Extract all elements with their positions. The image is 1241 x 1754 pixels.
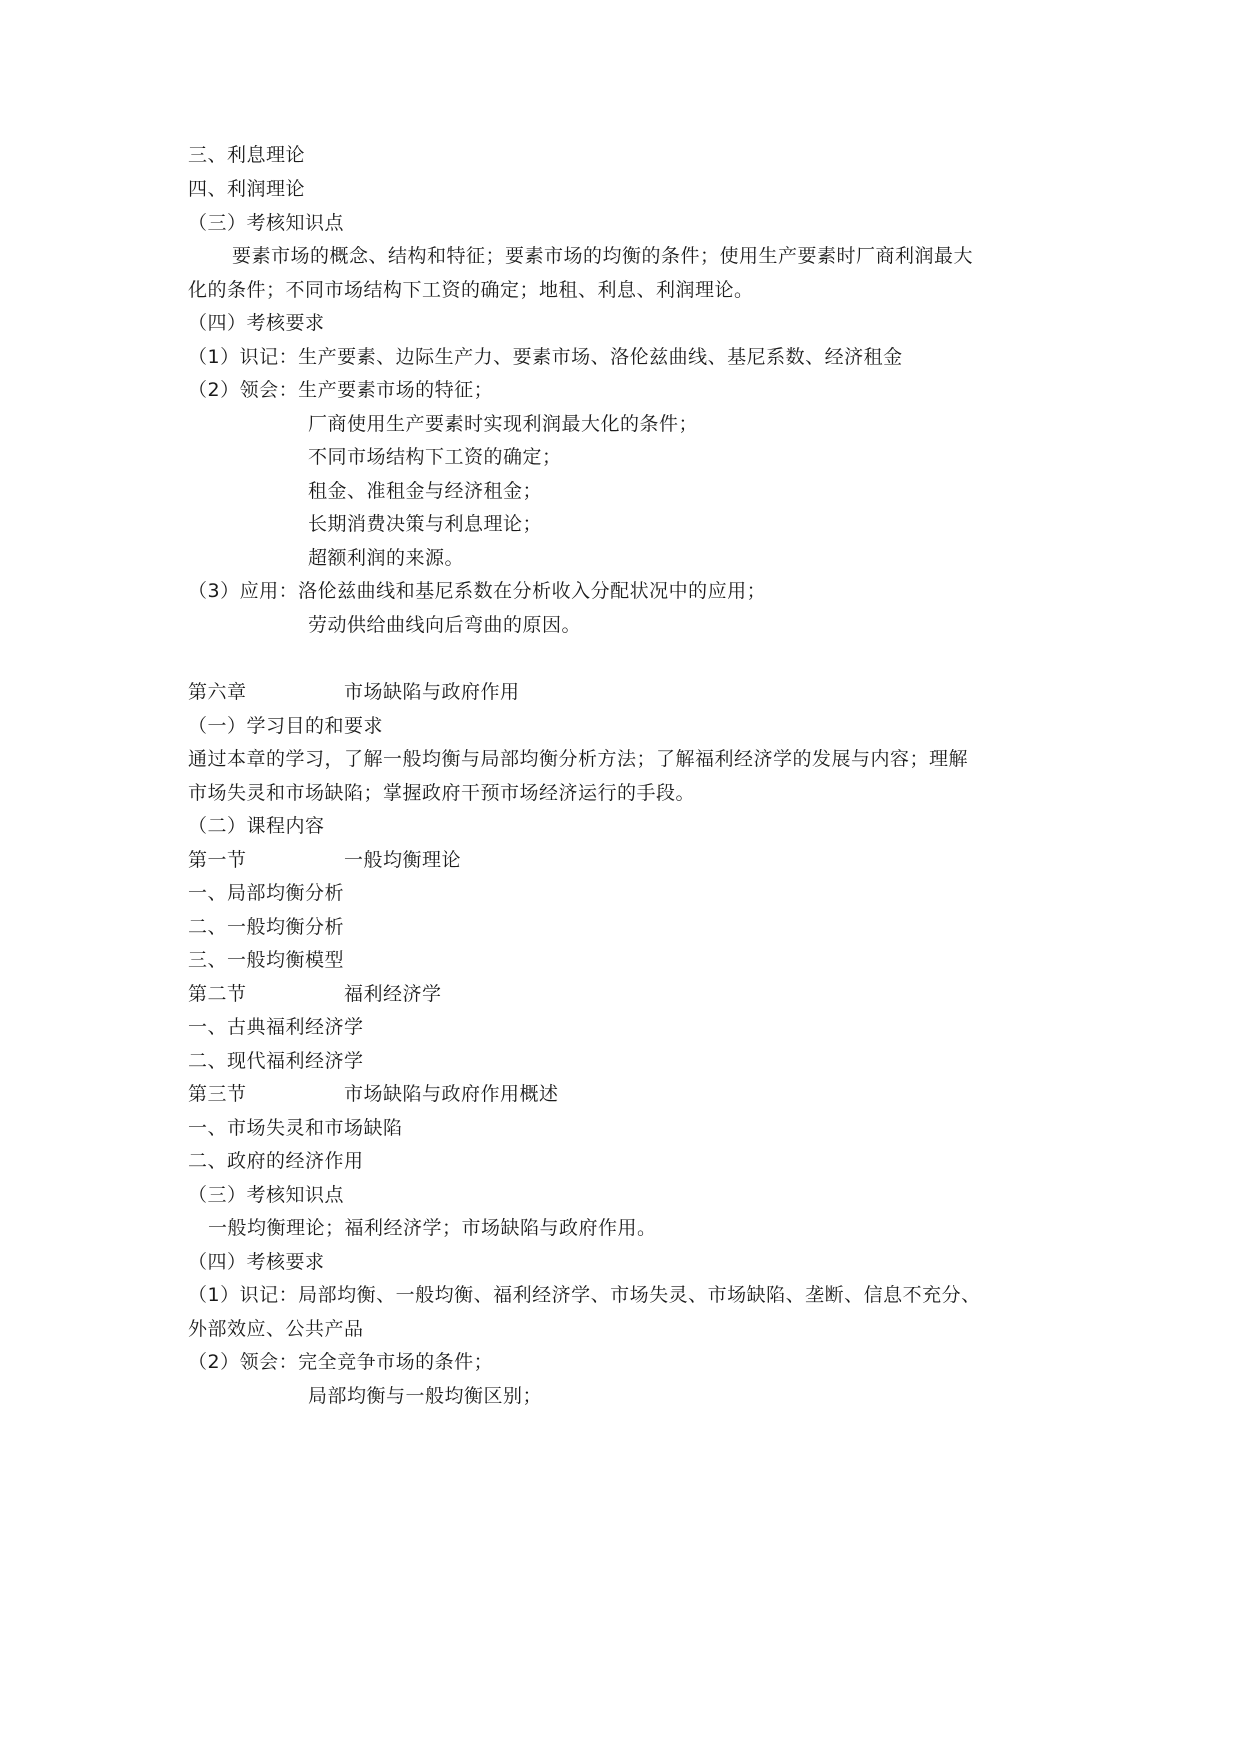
paragraph-line: 外部效应、公共产品 <box>188 1318 364 1340</box>
section-label: 第三节 <box>188 1083 247 1105</box>
section-title: 福利经济学 <box>344 983 442 1005</box>
section-heading: （四）考核要求 <box>188 1251 325 1273</box>
requirement-subitem: 不同市场结构下工资的确定； <box>308 446 562 468</box>
requirement-item: （2）领会：完全竞争市场的条件； <box>188 1351 494 1373</box>
list-item: 一、市场失灵和市场缺陷 <box>188 1117 403 1139</box>
requirement-item: （2）领会：生产要素市场的特征； <box>188 379 494 401</box>
list-item: 二、一般均衡分析 <box>188 916 345 938</box>
requirement-item: （1）识记：局部均衡、一般均衡、福利经济学、市场失灵、市场缺陷、垄断、信息不充分、 <box>188 1284 981 1306</box>
list-item: 二、政府的经济作用 <box>188 1150 364 1172</box>
requirement-subitem: 长期消费决策与利息理论； <box>308 513 543 535</box>
requirement-subitem: 超额利润的来源。 <box>308 547 465 569</box>
paragraph-line: 市场失灵和市场缺陷；掌握政府干预市场经济运行的手段。 <box>188 782 696 804</box>
section-heading: （三）考核知识点 <box>188 212 345 234</box>
requirement-subitem: 劳动供给曲线向后弯曲的原因。 <box>308 614 582 636</box>
section-label: 第二节 <box>188 983 247 1005</box>
requirement-subitem: 厂商使用生产要素时实现利润最大化的条件； <box>308 413 699 435</box>
paragraph-line: 通过本章的学习，了解一般均衡与局部均衡分析方法；了解福利经济学的发展与内容；理解 <box>188 748 969 770</box>
section-heading: （三）考核知识点 <box>188 1184 345 1206</box>
section-label: 第一节 <box>188 849 247 871</box>
list-item: 四、利润理论 <box>188 178 306 200</box>
paragraph-line: 要素市场的概念、结构和特征；要素市场的均衡的条件；使用生产要素时厂商利润最大 <box>232 245 974 267</box>
section-heading: （一）学习目的和要求 <box>188 715 384 737</box>
chapter-title: 市场缺陷与政府作用 <box>344 681 520 703</box>
paragraph-line: 化的条件；不同市场结构下工资的确定；地租、利息、利润理论。 <box>188 279 754 301</box>
list-item: 一、局部均衡分析 <box>188 882 345 904</box>
section-heading: （四）考核要求 <box>188 312 325 334</box>
requirement-item: （3）应用：洛伦兹曲线和基尼系数在分析收入分配状况中的应用； <box>188 580 767 602</box>
list-item: 三、利息理论 <box>188 144 306 166</box>
requirement-subitem: 局部均衡与一般均衡区别； <box>308 1385 543 1407</box>
requirement-subitem: 租金、准租金与经济租金； <box>308 480 543 502</box>
paragraph-line: 一般均衡理论；福利经济学；市场缺陷与政府作用。 <box>208 1217 657 1239</box>
section-heading: （二）课程内容 <box>188 815 325 837</box>
section-title: 市场缺陷与政府作用概述 <box>344 1083 559 1105</box>
chapter-label: 第六章 <box>188 681 247 703</box>
list-item: 一、古典福利经济学 <box>188 1016 364 1038</box>
section-title: 一般均衡理论 <box>344 849 462 871</box>
list-item: 三、一般均衡模型 <box>188 949 345 971</box>
list-item: 二、现代福利经济学 <box>188 1050 364 1072</box>
requirement-item: （1）识记：生产要素、边际生产力、要素市场、洛伦兹曲线、基尼系数、经济租金 <box>188 346 903 368</box>
